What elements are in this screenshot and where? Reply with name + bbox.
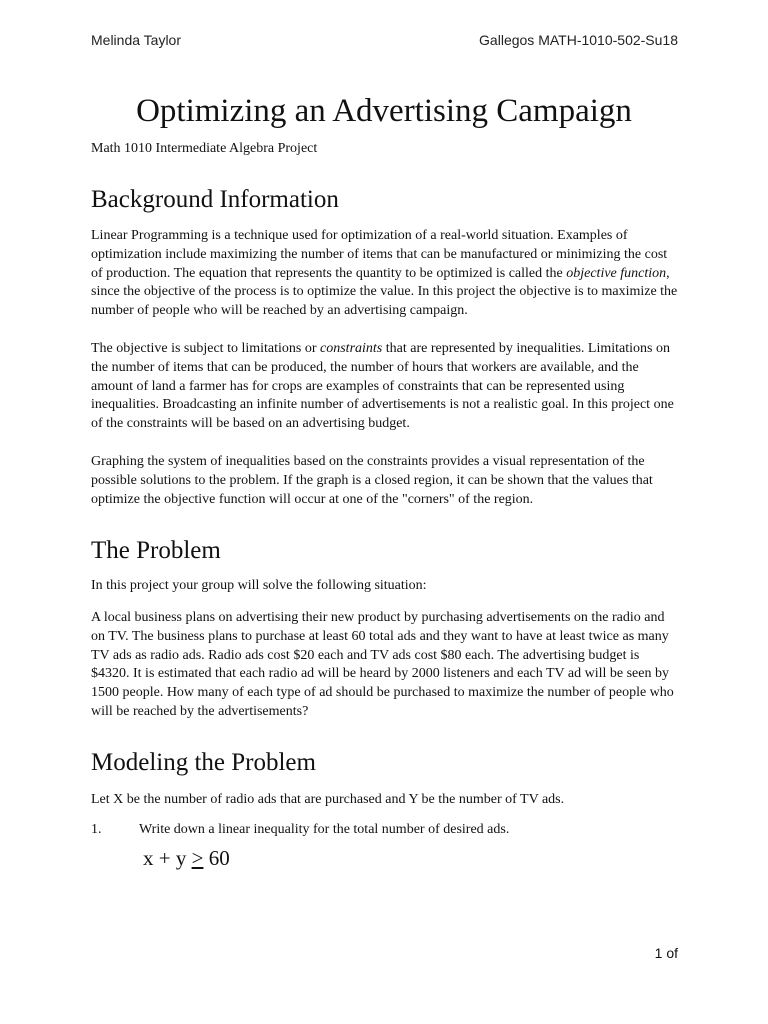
equation-lhs: x + y (143, 846, 192, 870)
equation-rhs: 60 (203, 846, 230, 870)
background-p2-start: The objective is subject to limitations or (91, 341, 321, 356)
problem-intro (91, 577, 681, 596)
greater-equal-symbol: > (191, 846, 204, 870)
objective-function-term: objective function (566, 265, 667, 281)
background-p1-end: , since the objective of the process is to optimize the value. In this project the objective is to maximize the number of people who will be reached by an advertising campaign. (91, 265, 678, 319)
section-heading-problem: The Problem (91, 537, 221, 564)
answer-1-equation (143, 846, 230, 871)
background-paragraph-1 (91, 227, 681, 321)
section-heading-modeling: Modeling the Problem (91, 749, 316, 776)
header-course: Gallegos MATH-1010-502-Su18 (479, 32, 678, 48)
problem-body-text: A local business plans on advertising their new product by purchasing advertisements on the radio and on TV. The business plans to purchase at least 60 total ads and they want to have at least twice as many TV ads as radio ads. Radio ads cost $20 each and TV ads cost $80 each. The advertising budget is $4320. It is estimated that each radio ad will be heard by 2000 listeners and each TV ad will be seen by 1500 people. How many of each type of ad should be purchased to maximize the number of people who will be reached by the advertisements? (91, 610, 674, 719)
problem-intro-text: In this project your group will solve the following situation: (91, 578, 427, 593)
question-1 (91, 822, 509, 838)
background-p3: Graphing the system of inequalities based on the constraints provides a visual representation of the possible solutions to the problem. If the graph is a closed region, it can be shown that the values that optimize the objective function will occur at one of the "corners" of the region. (91, 454, 653, 507)
modeling-intro (91, 791, 681, 810)
question-1-text: Write down a linear inequality for the total number of desired ads. (139, 822, 510, 837)
page-subtitle: Math 1010 Intermediate Algebra Project (91, 141, 318, 156)
background-paragraph-3 (91, 453, 681, 509)
page-number: 1 of (654, 945, 678, 961)
page-title: Optimizing an Advertising Campaign (136, 93, 632, 129)
modeling-intro-text: Let X be the number of radio ads that are purchased and Y be the number of TV ads. (91, 792, 565, 807)
problem-body (91, 609, 681, 722)
section-heading-background: Background Information (91, 186, 339, 213)
background-paragraph-2 (91, 340, 681, 434)
background-p2-end: that are represented by inequalities. Limitations on the number of items that can be produced, the number of hours that workers are available, and the amount of land a farmer has for crops are examples of constraints that can be represented using inequalities. Broadcasting an infinite number of advertisements is not a realistic goal. In this project one of the constraints will be based on an advertising budget. (91, 341, 674, 432)
question-1-number: 1. (91, 822, 102, 837)
header-author: Melinda Taylor (91, 32, 182, 48)
background-p1-start: Linear Programming is a technique used for optimization of a real-world situation. Examples of optimization include maximizing the number of items that can be manufactured or minimizing the cost of production. The equation that represents the quantity to be optimized is called the (91, 228, 668, 281)
constraints-term: constraints (320, 341, 383, 356)
